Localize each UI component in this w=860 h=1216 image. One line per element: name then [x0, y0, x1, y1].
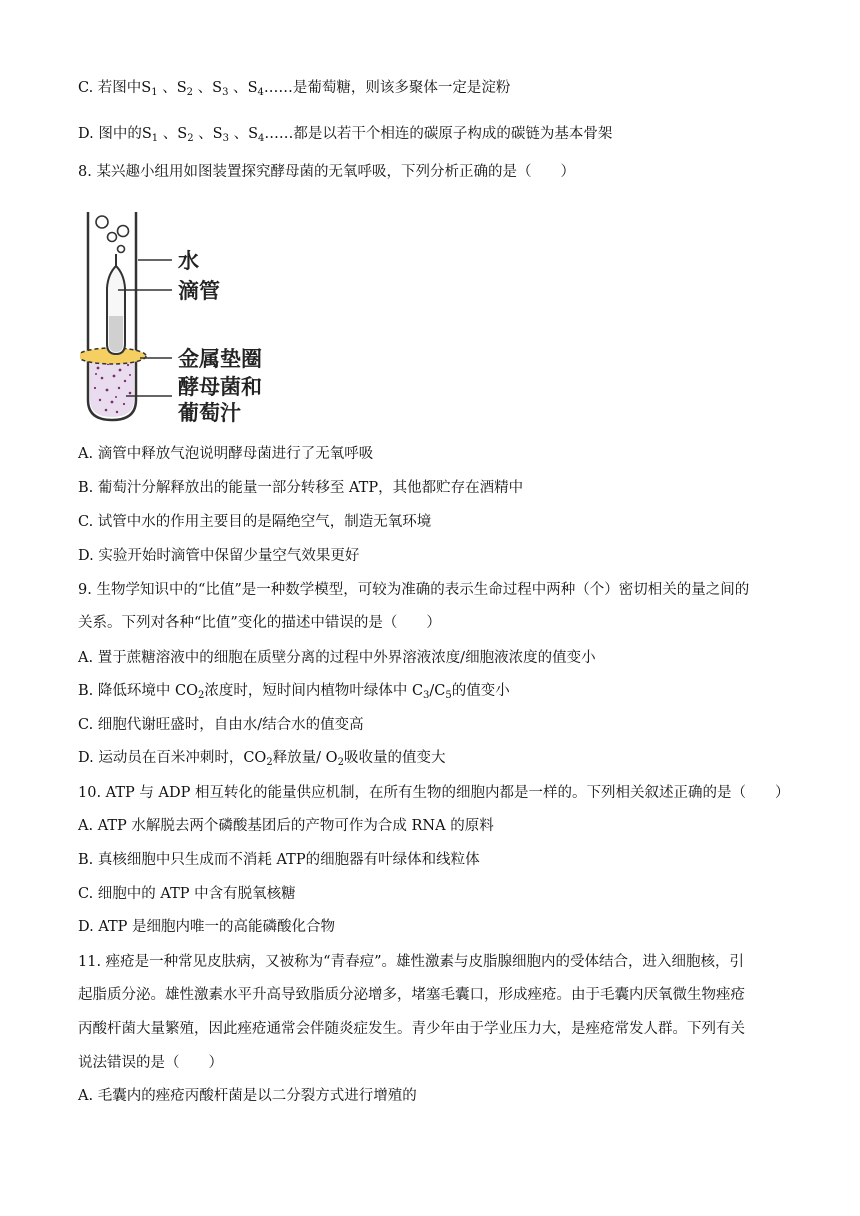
q10-option-b: B. 真核细胞中只生成而不消耗 ATP的细胞器有叶绿体和线粒体	[78, 852, 480, 868]
gas-bubbles	[96, 216, 129, 253]
q9-option-c: C. 细胞代谢旺盛时，自由水/结合水的值变高	[78, 717, 364, 733]
q10-option-a: A. ATP 水解脱去两个磷酸基团后的产物可作为合成 RNA 的原料	[78, 818, 494, 834]
q11-stem-line-4: 说法错误的是（ ）	[78, 1055, 223, 1071]
q11-option-a: A. 毛囊内的痤疮丙酸杆菌是以二分裂方式进行增殖的	[78, 1088, 417, 1104]
q9-option-b: B. 降低环境中 $CO_2$浓度时，短时间内植物叶绿体中 $C_3/C_5$的值变小	[78, 683, 510, 701]
q10-option-c: C. 细胞中的 ATP 中含有脱氧核糖	[78, 886, 296, 902]
q9-option-d: D. 运动员在百米冲刺时，$CO_2$释放量/ $O_2$吸收量的值变大	[78, 750, 446, 768]
q10-option-d: D. ATP 是细胞内唯一的高能磷酸化合物	[78, 919, 336, 935]
q11-stem-line-2: 起脂质分泌。雄性激素水平升高导致脂质分泌增多，堵塞毛囊口，形成痤疮。由于毛囊内厌氧微生物痤疮	[78, 987, 745, 1003]
q8-option-c: C. 试管中水的作用主要目的是隔绝空气，制造无氧环境	[78, 514, 432, 530]
q8-option-d: D. 实验开始时滴管中保留少量空气效果更好	[78, 548, 360, 564]
q11-stem-line-1: 11. 痤疮是一种常见皮肤病，又被称为“青春痘”。雄性激素与皮脂腺细胞内的受体结合，进入细胞核，引	[78, 954, 744, 970]
q8-stem: 8. 某兴趣小组用如图装置探究酵母菌的无氧呼吸，下列分析正确的是（ ）	[78, 164, 575, 180]
q7-option-d-prefix: D. 图中的	[78, 126, 142, 142]
q9-option-a: A. 置于蔗糖溶液中的细胞在质壁分离的过程中外界溶液浓度/细胞液浓度的值变小	[78, 650, 596, 666]
q7-option-d-suffix: ……都是以若干个相连的碳原子构成的碳链为基本骨架	[264, 126, 613, 142]
yeast-juice-fill	[90, 358, 134, 417]
q9-stem-line-1: 9. 生物学知识中的“比值”是一种数学模型，可较为准确的表示生命过程中两种（个）密切相关的量之间的	[78, 582, 750, 598]
q8-option-b: B. 葡萄汁分解释放出的能量一部分转移至 ATP，其他都贮存在酒精中	[78, 480, 524, 496]
q7-option-c: C. 若图中$S_1$ 、$S_2$ 、$S_3$ 、$S_4\dots\dots$是葡萄糖，则该多聚体一定是淀粉	[78, 80, 511, 98]
yeast-apparatus-figure	[80, 208, 300, 426]
q7-option-d: D. 图中的$S_1$ 、$S_2$ 、$S_3$ 、$S_4\dots\dots$都是以若干个相连的碳原子构成的碳链为基本骨架	[78, 126, 613, 144]
label-dropper: 滴管	[178, 279, 220, 303]
q7-option-c-prefix: C. 若图中	[78, 80, 142, 96]
label-metal-ring: 金属垫圈	[178, 347, 262, 371]
q10-stem: 10. ATP 与 ADP 相互转化的能量供应机制，在所有生物的细胞内都是一样的。下列相关叙述正确的是（ ）	[78, 785, 790, 801]
label-yeast-2: 葡萄汁	[178, 401, 241, 425]
dropper-bulb-shade	[109, 316, 123, 352]
label-water: 水	[178, 249, 199, 273]
q7-option-c-suffix: ……是葡萄糖，则该多聚体一定是淀粉	[263, 80, 511, 96]
q11-stem-line-3: 丙酸杆菌大量繁殖，因此痤疮通常会伴随炎症发生。青少年由于学业压力大，是痤疮常发人群。下列有关	[78, 1021, 745, 1037]
q9-stem-line-2: 关系。下列对各种“比值”变化的描述中错误的是（ ）	[78, 615, 441, 631]
test-tube-diagram	[80, 208, 300, 426]
q8-option-a: A. 滴管中释放气泡说明酵母菌进行了无氧呼吸	[78, 446, 374, 462]
label-yeast-1: 酵母菌和	[178, 375, 262, 399]
